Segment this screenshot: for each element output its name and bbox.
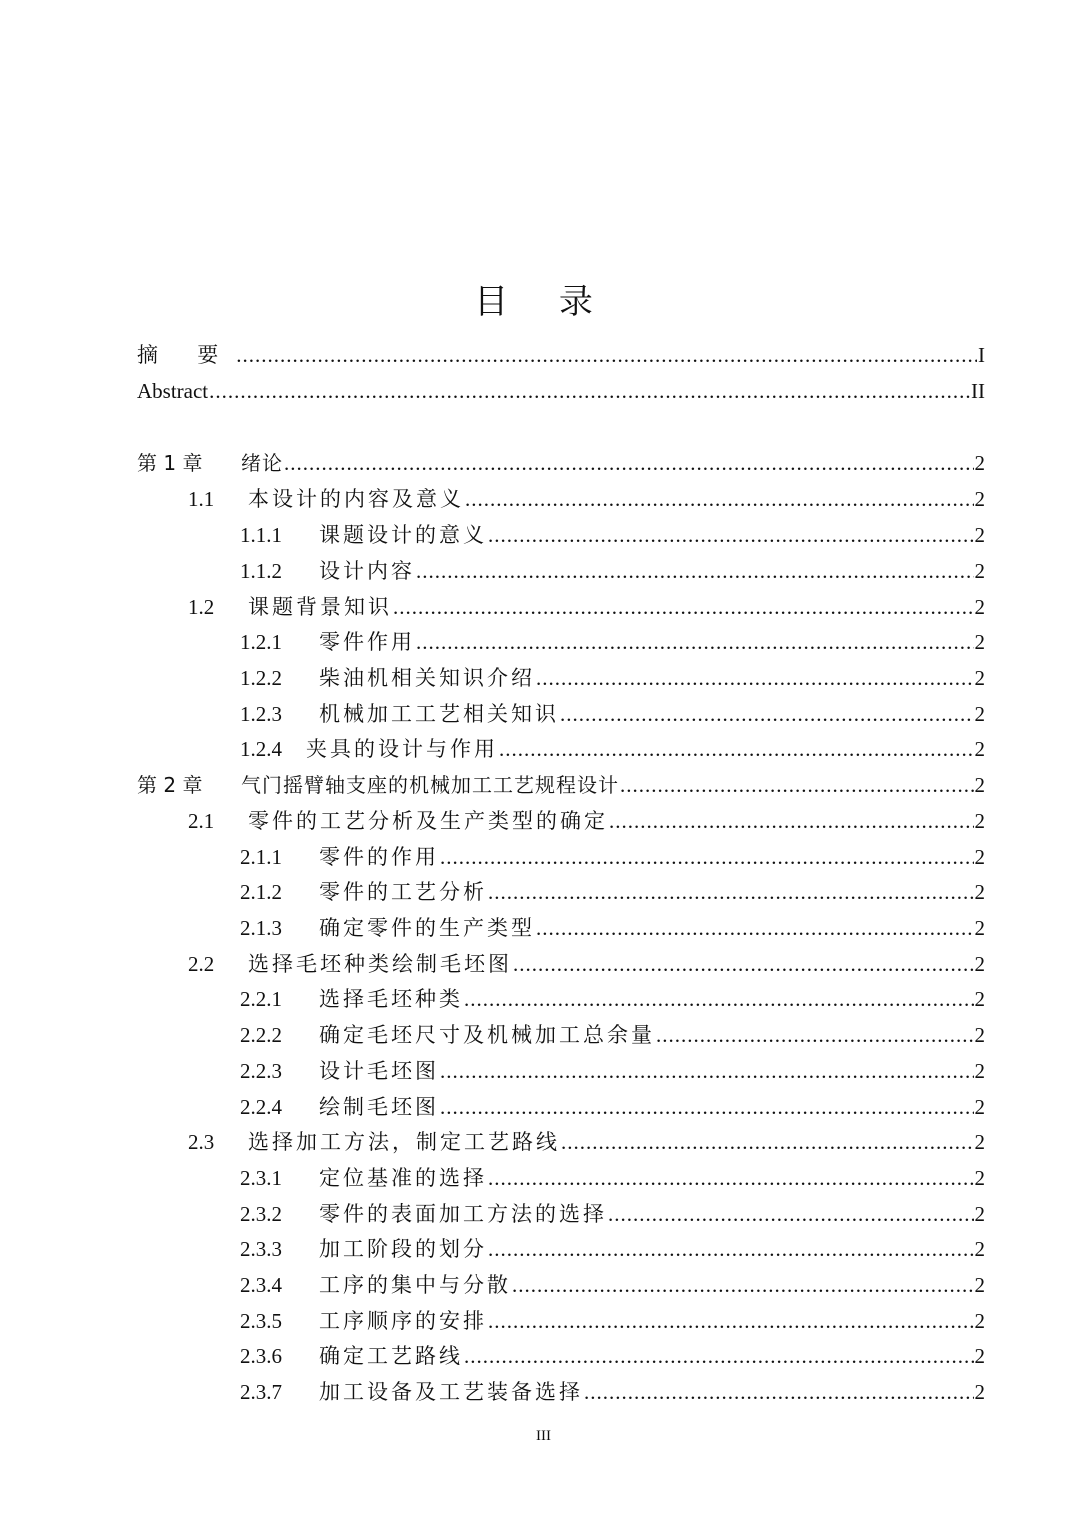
dot-leader [488,874,974,910]
toc-entry-number: 2.3.3 [240,1237,282,1261]
toc-page-number: 2 [974,595,985,619]
toc-entry-number: 1.2.4 [240,737,282,761]
toc-entry-label: 确定毛坯尺寸及机械加工总余量 [319,1023,655,1047]
toc-entry-section[interactable] [188,481,985,517]
toc-page-number: 2 [974,952,985,976]
dot-leader [416,553,974,589]
toc-entry-label: 本设计的内容及意义 [248,487,464,511]
toc-entry-label: 课题设计的意义 [319,523,487,547]
toc-page-number: 2 [974,773,985,797]
toc-entry-subsection[interactable] [240,624,985,660]
toc-entry-number: 1.2.2 [240,666,282,690]
dot-leader [440,839,974,875]
toc-entry-subsection[interactable] [240,660,985,696]
toc-entry-label: 零件的工艺分析 [319,880,487,904]
toc-entry-subsection[interactable] [240,1303,985,1339]
toc-entry-number: 1.1 [188,487,215,511]
toc-entry-label: 选择毛坯种类 [319,987,463,1011]
toc-entry-label: 零件作用 [319,630,415,654]
toc-entry-label: 定位基准的选择 [319,1166,487,1190]
toc-entry-number: 1.1.1 [240,523,282,547]
toc-page-number: 2 [974,916,985,940]
toc-entry-label: 绘制毛坯图 [319,1095,439,1119]
toc-page-number: 2 [974,487,985,511]
dot-leader [209,373,970,409]
toc-entry-label: 确定零件的生产类型 [319,916,535,940]
toc-entry-section[interactable] [188,1124,985,1160]
toc-entry-section[interactable] [188,803,985,839]
toc-page-number: 2 [974,1344,985,1368]
toc-entry-label: 柴油机相关知识介绍 [319,666,535,690]
toc-entry-label: 课题背景知识 [248,595,392,619]
toc-entry-label: 加工设备及工艺装备选择 [319,1380,583,1404]
toc-page-number: 2 [974,1130,985,1154]
toc-entry-section[interactable] [188,946,985,982]
toc-entry-number: 第 2 章 [137,773,203,797]
toc-entry-subsection[interactable] [240,910,985,946]
toc-entry-number: 2.1.1 [240,845,282,869]
toc-entry-subsection[interactable] [240,1338,985,1374]
toc-entry-label: 零件的作用 [319,845,439,869]
toc-entry-label: 加工阶段的划分 [319,1237,487,1261]
dot-leader [440,1053,974,1089]
toc-page-number: 2 [974,702,985,726]
dot-leader [584,1374,974,1410]
dot-leader [464,981,974,1017]
toc-page-number: 2 [974,1309,985,1333]
toc-entry-label: 工序的集中与分散 [319,1273,511,1297]
toc-entry-number: 2.3 [188,1130,215,1154]
toc-page-number: 2 [974,1059,985,1083]
toc-page-number: 2 [974,1273,985,1297]
toc-entry-number: 2.2 [188,952,215,976]
dot-leader [499,731,974,767]
toc-entry-number: 2.2.3 [240,1059,282,1083]
toc-entry-number: 2.1.2 [240,880,282,904]
toc-entry-label: 机械加工工艺相关知识 [319,702,559,726]
toc-page-number: 2 [974,1380,985,1404]
toc-entry-label: 摘 要 [137,343,236,367]
toc-entry-subsection[interactable] [240,1053,985,1089]
toc-entry-chapter[interactable] [137,767,985,803]
toc-entry-number: 2.3.4 [240,1273,282,1297]
dot-leader [609,803,974,839]
dot-leader [393,589,974,625]
toc-page-number: 2 [974,809,985,833]
toc-page-number: II [971,379,985,403]
toc-entry-subsection[interactable] [240,1267,985,1303]
toc-entry-number: 2.3.1 [240,1166,282,1190]
toc-page-number: 2 [974,523,985,547]
toc-entry-number: 2.1.3 [240,916,282,940]
toc-entry-label: Abstract [137,379,209,403]
toc-entry-subsection[interactable] [240,874,985,910]
toc-page-number: 2 [974,1095,985,1119]
toc-entry-number: 2.3.5 [240,1309,282,1333]
dot-leader [440,1089,974,1125]
toc-page-number: 2 [974,559,985,583]
toc-entry-number: 第 1 章 [137,451,203,475]
toc-entry-subsection[interactable] [240,517,985,553]
dot-leader [488,1231,974,1267]
dot-leader [284,445,974,481]
toc-entry-subsection[interactable] [240,1196,985,1232]
toc-entry-label: 气门摇臂轴支座的机械加工工艺规程设计 [241,773,619,797]
toc-page-number: 2 [974,987,985,1011]
toc-entry-subsection[interactable] [240,839,985,875]
dot-leader [488,517,974,553]
toc-entry-subsection[interactable] [240,731,985,767]
dot-leader [465,481,974,517]
toc-page-number: 2 [974,451,985,475]
toc-entry-number: 1.2.3 [240,702,282,726]
toc-entry-label: 零件的工艺分析及生产类型的确定 [248,809,608,833]
toc-entry-subsection[interactable] [240,1017,985,1053]
toc-entry-label: 选择毛坯种类绘制毛坯图 [248,952,512,976]
dot-leader [512,1267,974,1303]
dot-leader [560,696,974,732]
toc-entry-number: 1.2.1 [240,630,282,654]
dot-leader [608,1196,974,1232]
toc-entry-label: 设计内容 [319,559,415,583]
toc-entry-subsection[interactable] [240,1231,985,1267]
toc-entry-number: 2.2.1 [240,987,282,1011]
dot-leader [536,660,974,696]
toc-entry-number: 2.3.6 [240,1344,282,1368]
toc-entry-subsection[interactable] [240,696,985,732]
page-title: 目 录 [474,282,613,322]
toc-page-number: 2 [974,1237,985,1261]
toc-entry-number: 2.1 [188,809,215,833]
toc-page-number: I [978,343,985,367]
toc-page-number: 2 [974,1166,985,1190]
toc-entry-subsection[interactable] [240,1160,985,1196]
toc-entry-number: 2.3.7 [240,1380,282,1404]
toc-entry-subsection[interactable] [240,1089,985,1125]
toc-entry-number: 2.2.4 [240,1095,282,1119]
toc-entry-label: 选择加工方法，制定工艺路线 [248,1130,560,1154]
dot-leader [488,1160,974,1196]
dot-leader [464,1338,974,1374]
toc-entry-label: 工序顺序的安排 [319,1309,487,1333]
toc-entry-label: 绪论 [241,451,283,475]
toc-entry-label: 设计毛坯图 [319,1059,439,1083]
page-number-footer: III [536,1428,551,1444]
dot-leader [561,1124,974,1160]
dot-leader [488,1303,974,1339]
toc-entry-label: 零件的表面加工方法的选择 [319,1202,607,1226]
toc-entry-number: 2.2.2 [240,1023,282,1047]
toc-entry-number: 1.1.2 [240,559,282,583]
toc-entry-subsection[interactable] [240,1374,985,1410]
toc-entry-label: 确定工艺路线 [319,1344,463,1368]
toc-page-number: 2 [974,845,985,869]
dot-leader [656,1017,974,1053]
toc-page-number: 2 [974,1023,985,1047]
toc-page-number: 2 [974,666,985,690]
toc-entry-section[interactable] [188,589,985,625]
toc-page-number: 2 [974,880,985,904]
dot-leader [620,767,974,803]
toc-entry-subsection[interactable] [240,553,985,589]
toc-entry-abstract-cn[interactable] [137,337,985,373]
toc-entry-chapter[interactable] [137,445,985,481]
dot-leader [416,624,974,660]
toc-entry-number: 1.2 [188,595,215,619]
toc-page-number: 2 [974,630,985,654]
dot-leader [236,337,977,373]
toc-entry-label: 夹具的设计与作用 [306,737,498,761]
dot-leader [536,910,974,946]
toc-entry-abstract-en[interactable] [137,373,985,409]
toc-page-number: 2 [974,1202,985,1226]
dot-leader [513,946,974,982]
toc-entry-number: 2.3.2 [240,1202,282,1226]
toc-entry-subsection[interactable] [240,981,985,1017]
toc-page-number: 2 [974,737,985,761]
